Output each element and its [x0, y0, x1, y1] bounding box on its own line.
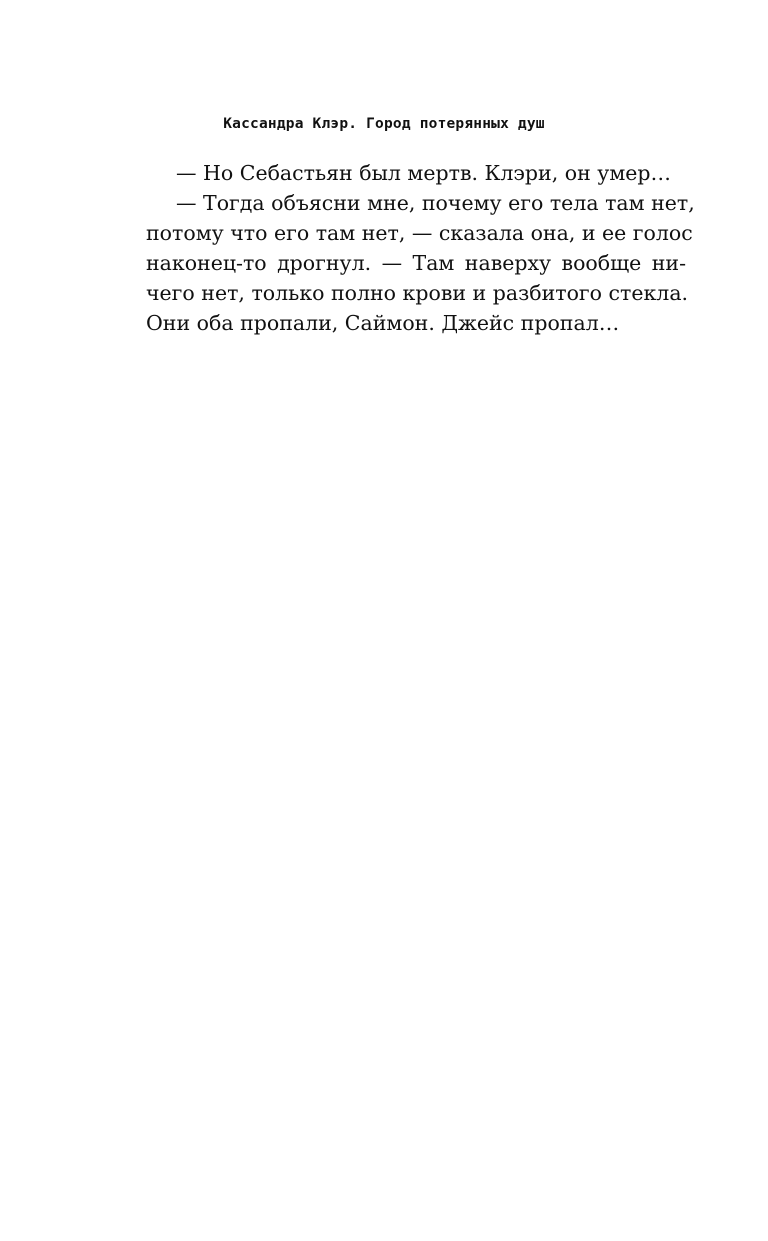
text-line: наконец-то дрогнул. — Там наверху вообще ни-: [146, 251, 686, 275]
text-line: чего нет, только полно крови и разбитого стекла.: [146, 281, 689, 305]
body-text: [146, 158, 695, 338]
text-line: — Но Себастьян был мертв. Клэри, он умер…: [176, 161, 672, 185]
text-line: Они оба пропали, Саймон. Джейс пропал…: [146, 311, 620, 335]
running-header: Кассандра Клэр. Город потерянных душ: [223, 116, 545, 132]
text-line: — Тогда объясни мне, почему его тела там нет,: [176, 191, 695, 215]
text-line: потому что его там нет, — сказала она, и ее голос: [146, 221, 693, 245]
